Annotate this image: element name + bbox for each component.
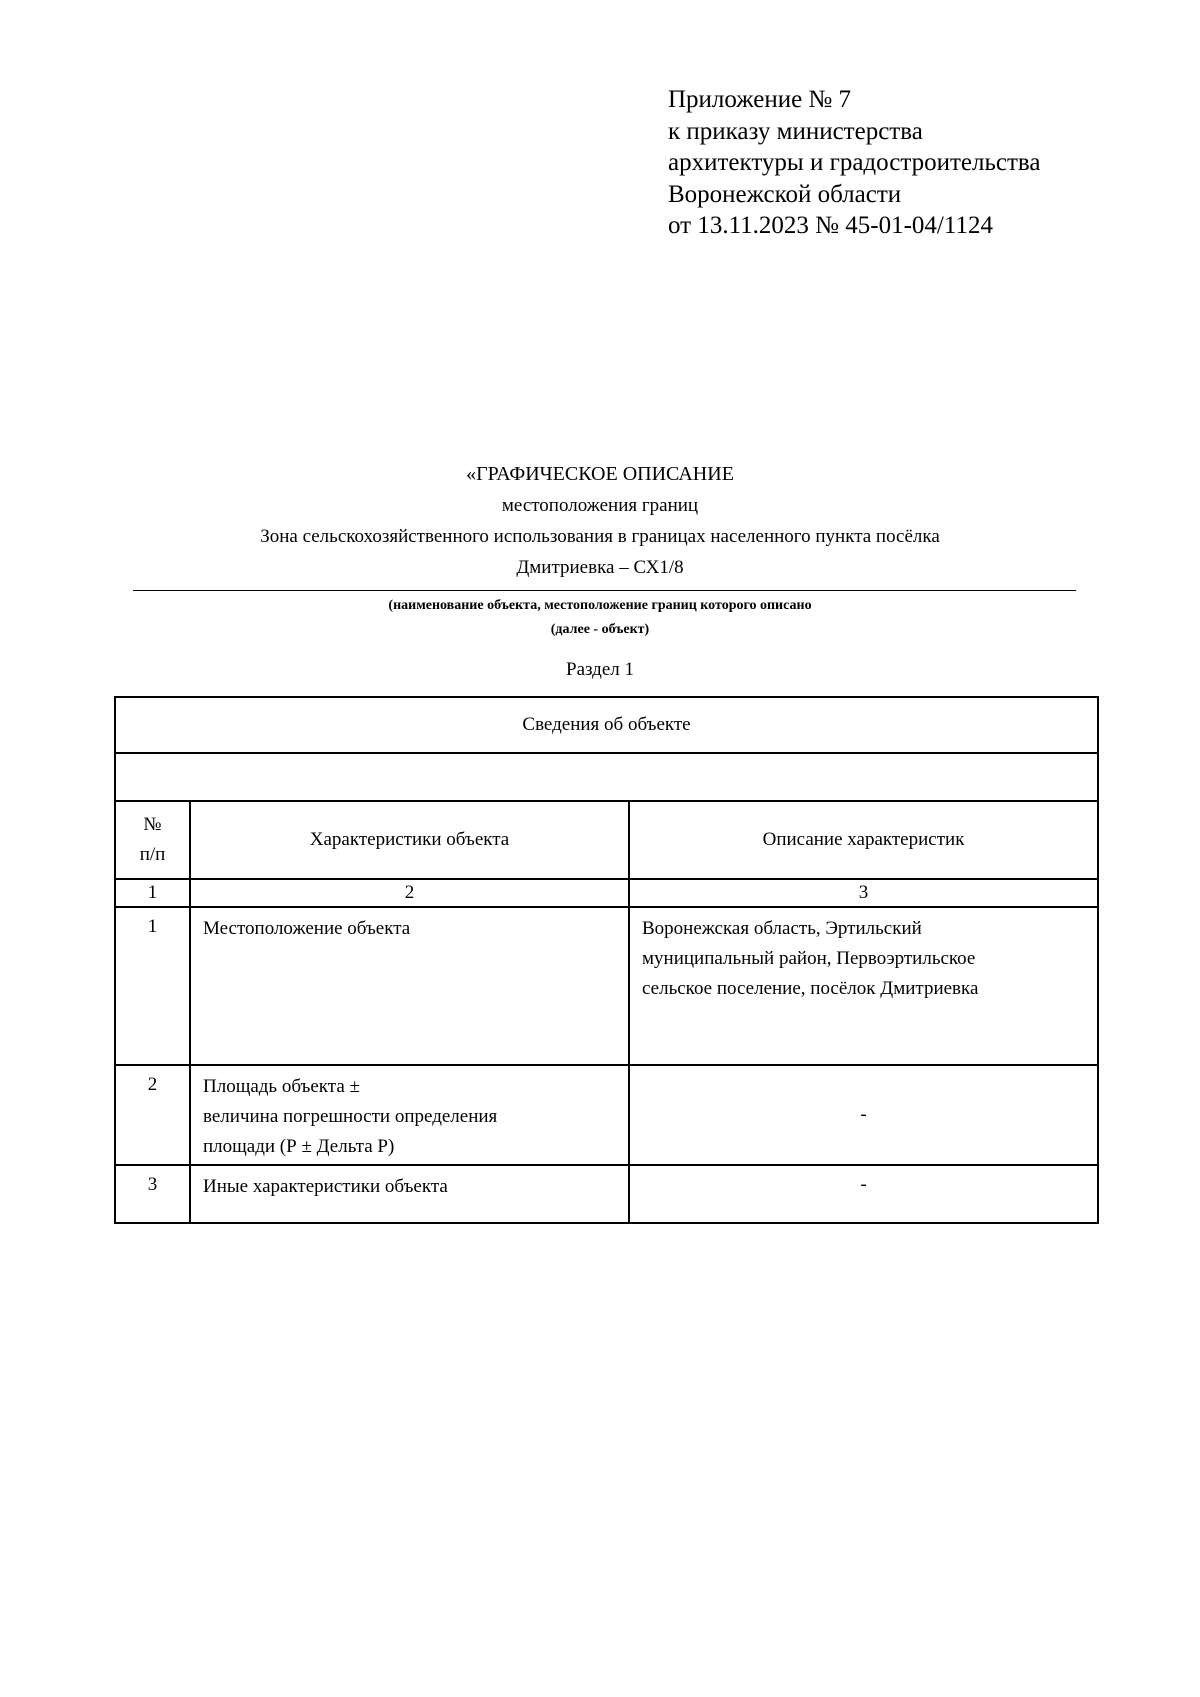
appendix-block	[668, 84, 1040, 242]
column-header-num-line: №	[143, 814, 162, 835]
column-header-num-line: п/п	[139, 844, 166, 865]
table-index-row	[115, 879, 1098, 907]
table-heading: Сведения об объекте	[115, 697, 1098, 753]
table-empty-cell	[115, 753, 1098, 801]
description-line: Воронежская область, Эртильский	[642, 918, 922, 939]
row-number: 2	[115, 1065, 190, 1165]
table-row	[115, 907, 1098, 1065]
index-cell: 2	[190, 879, 629, 907]
caption-line: (наименование объекта, местоположение границ которого описано	[388, 598, 812, 613]
appendix-line: Воронежской области	[668, 180, 902, 208]
row-description: -	[629, 1165, 1098, 1223]
row-number: 3	[115, 1165, 190, 1223]
table-empty-row	[115, 753, 1098, 801]
table-row	[115, 1065, 1098, 1165]
index-cell: 1	[115, 879, 190, 907]
table-row	[115, 1165, 1098, 1223]
appendix-line: архитектуры и градостроительства	[668, 149, 1041, 176]
characteristic-line: Местоположение объекта	[203, 918, 411, 939]
characteristic-line: Площадь объекта ±	[203, 1076, 360, 1097]
appendix-line: Приложение № 7	[668, 86, 852, 113]
characteristic-line: площади (Р ± Дельта Р)	[203, 1136, 395, 1157]
table-header-row	[115, 801, 1098, 879]
object-name-underline	[133, 590, 1076, 591]
row-characteristic	[190, 907, 629, 1065]
document-subtitle: местоположения границ	[501, 495, 699, 516]
column-header-characteristics: Характеристики объекта	[190, 801, 629, 879]
object-name-line: Дмитриевка – СХ1/8	[516, 557, 684, 578]
table-heading-row	[115, 697, 1098, 753]
column-header-description: Описание характеристик	[629, 801, 1098, 879]
appendix-line: к приказу министерства	[668, 117, 923, 145]
characteristic-line: Иные характеристики объекта	[203, 1176, 448, 1197]
document-title: «ГРАФИЧЕСКОЕ ОПИСАНИЕ	[466, 463, 734, 485]
description-line: муниципальный район, Первоэртильское	[642, 948, 976, 969]
description-line: сельское поселение, посёлок Дмитриевка	[642, 978, 979, 999]
characteristic-line: величина погрешности определения	[203, 1106, 498, 1127]
appendix-line: от 13.11.2023 № 45-01-04/1124	[668, 212, 993, 239]
row-number: 1	[115, 907, 190, 1065]
row-description	[629, 907, 1098, 1065]
object-name-line: Зона сельскохозяйственного использования в границах населенного пункта посёлка	[260, 526, 940, 547]
section-title: Раздел 1	[566, 659, 634, 680]
row-characteristic	[190, 1065, 629, 1165]
row-description: -	[629, 1065, 1098, 1165]
object-name-caption	[0, 594, 1200, 642]
caption-line: (далее - объект)	[550, 622, 650, 637]
document-title-block	[0, 459, 1200, 583]
object-info-table	[114, 696, 1099, 1224]
row-characteristic	[190, 1165, 629, 1223]
column-header-num	[115, 801, 190, 879]
index-cell: 3	[629, 879, 1098, 907]
